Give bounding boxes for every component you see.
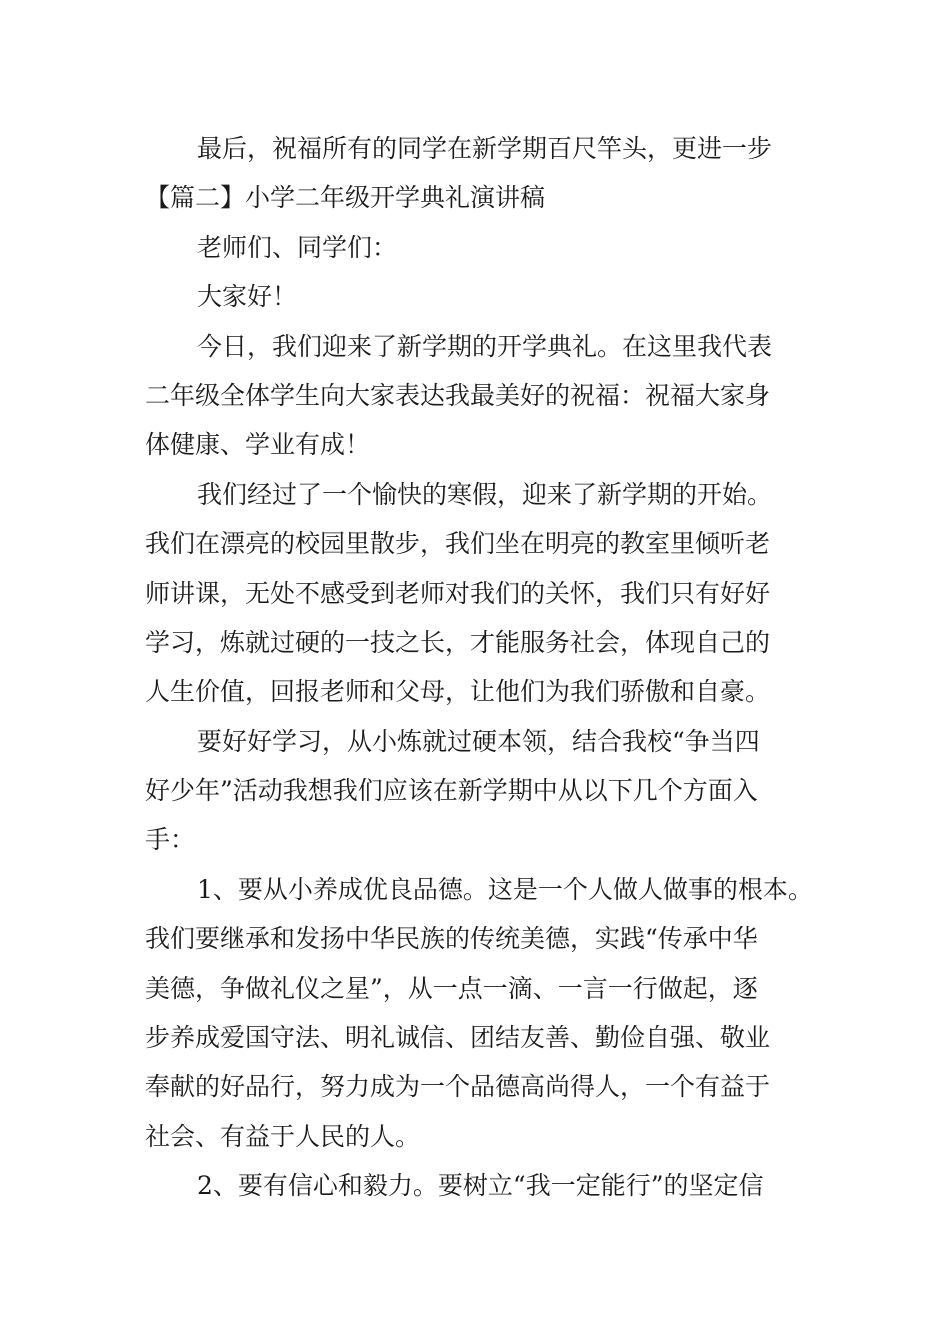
paragraph-line: 师讲课，无处不感受到老师对我们的关怀，我们只有好好: [145, 578, 771, 608]
paragraph-line: 我们在漂亮的校园里散步，我们坐在明亮的教室里倾听老: [145, 529, 771, 559]
salutation-line: 老师们、同学们：: [197, 232, 398, 262]
paragraph-line: 步养成爱国守法、明礼诚信、团结友善、勤俭自强、敬业: [145, 1023, 771, 1053]
paragraph-line: 美德，争做礼仪之星”，从一点一滴、一言一行做起，逐: [145, 973, 758, 1003]
paragraph-line: 最后，祝福所有的同学在新学期百尺竿头，更进一步: [197, 134, 773, 163]
paragraph-line: 好少年”活动我想我们应该在新学期中从以下几个方面入: [145, 776, 758, 806]
paragraph-line: 学习，炼就过硬的一技之长，才能服务社会，体现自己的: [145, 627, 771, 657]
paragraph-line: 我们经过了一个愉快的寒假，迎来了新学期的开始。: [197, 479, 773, 509]
paragraph-line: 2、要有信心和毅力。要树立“我一定能行”的坚定信: [197, 1171, 764, 1201]
greeting-line: 大家好！: [197, 282, 298, 312]
paragraph-line: 奉献的好品行，努力成为一个品德高尚得人，一个有益于: [145, 1072, 771, 1102]
paragraph-line: 二年级全体学生向大家表达我最美好的祝福：祝福大家身: [145, 380, 771, 410]
paragraph-line: 体健康、学业有成！: [145, 430, 371, 460]
paragraph-line: 手：: [145, 825, 196, 855]
paragraph-line: 今日，我们迎来了新学期的开学典礼。在这里我代表: [197, 331, 773, 361]
paragraph-line: 我们要继承和发扬中华民族的传统美德，实践“传承中华: [145, 924, 758, 954]
paragraph-line: 社会、有益于人民的人。: [145, 1121, 421, 1151]
section-heading: 【篇二】小学二年级开学典礼演讲稿: [145, 183, 546, 213]
document-body: [145, 124, 815, 1211]
paragraph-line: 要好好学习，从小炼就过硬本领，结合我校“争当四: [197, 726, 760, 756]
paragraph-line: 1、要从小养成优良品德。这是一个人做人做事的根本。: [197, 874, 813, 904]
paragraph-line: 人生价值，回报老师和父母，让他们为我们骄傲和自豪。: [145, 677, 771, 707]
